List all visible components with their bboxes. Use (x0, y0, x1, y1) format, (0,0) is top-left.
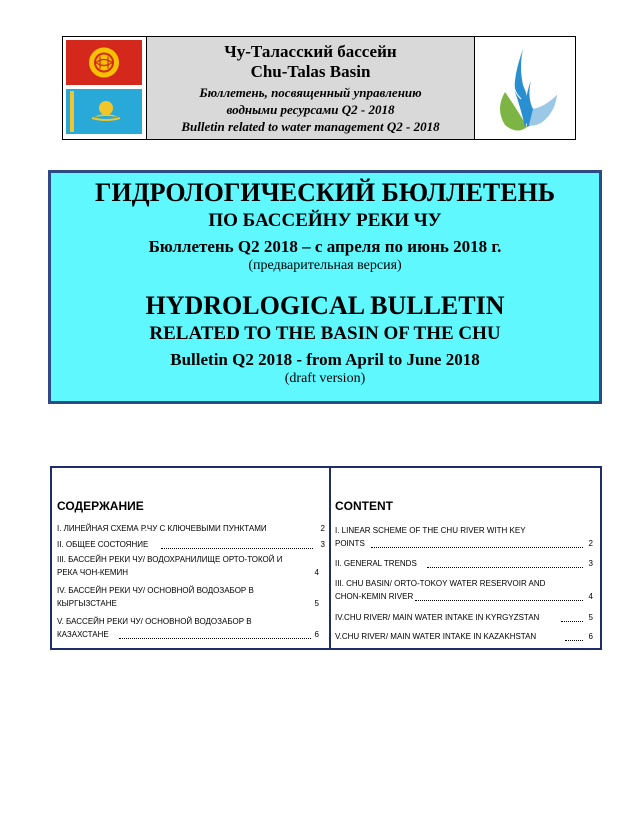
toc-item-ru[interactable] (57, 538, 325, 551)
toc-item-en[interactable] (335, 611, 597, 624)
bulletin-title-box (48, 170, 602, 404)
subtitle-ru: ПО БАССЕЙНУ РЕКИ ЧУ (208, 210, 442, 231)
toc-item-label-cont: РЕКА ЧОН-КЕМИН (57, 568, 129, 577)
toc-item-label: V. БАССЕЙН РЕКИ ЧУ/ ОСНОВНОЙ ВОДОЗАБОР В (57, 617, 252, 626)
toc-item-page: 3 (320, 540, 325, 549)
toc-item-ru[interactable] (57, 522, 325, 535)
toc-item-label: II. GENERAL TRENDS (335, 559, 417, 568)
toc-item-label-cont: CHON-KEMIN RIVER (335, 592, 414, 601)
header-subtitle-ru-2: водными ресурсами Q2 - 2018 (226, 102, 395, 117)
toc-column-divider (329, 468, 331, 648)
flags-cell (63, 37, 147, 139)
toc-item-page: 5 (314, 599, 319, 608)
toc-item-ru[interactable] (57, 584, 325, 610)
kyrgyzstan-flag-icon (66, 40, 142, 85)
table-of-contents (50, 466, 602, 650)
toc-item-label-cont: КЫРГЫЗСТАНЕ (57, 599, 117, 608)
toc-item-label: III. CHU BASIN/ ORTO-TOKOY WATER RESERVOIR AND (335, 579, 546, 588)
toc-item-label: III. БАССЕЙН РЕКИ ЧУ/ ВОДОХРАНИЛИЩЕ ОРТО-ТОКОЙ И (57, 555, 283, 564)
toc-item-label: II. ОБЩЕЕ СОСТОЯНИЕ (57, 540, 149, 549)
toc-item-page: 6 (588, 632, 593, 641)
toc-item-en[interactable] (335, 577, 597, 603)
toc-item-label: I. LINEAR SCHEME OF THE CHU RIVER WITH KEY (335, 526, 526, 535)
version-en: (draft version) (284, 371, 366, 386)
period-ru: Бюллетень Q2 2018 – с апреля по июнь 2018 г. (148, 237, 502, 256)
toc-item-label: I. ЛИНЕЙНАЯ СХЕМА Р.ЧУ С КЛЮЧЕВЫМИ ПУНКТАМИ (57, 524, 267, 533)
toc-item-page: 4 (314, 568, 319, 577)
toc-leader-dots (561, 621, 583, 622)
title-ru: ГИДРОЛОГИЧЕСКИЙ БЮЛЛЕТЕНЬ (94, 178, 556, 207)
toc-heading-en: CONTENT (335, 499, 393, 513)
toc-leader-dots (119, 638, 311, 639)
commission-logo-icon (475, 37, 575, 139)
toc-item-page: 4 (588, 592, 593, 601)
bulletin-header (62, 36, 576, 140)
toc-item-ru[interactable] (57, 615, 325, 641)
toc-item-page: 6 (314, 630, 319, 639)
toc-item-en[interactable] (335, 557, 597, 570)
toc-item-label-cont: КАЗАХСТАНЕ (57, 630, 109, 639)
toc-item-label: IV. БАССЕЙН РЕКИ ЧУ/ ОСНОВНОЙ ВОДОЗАБОР В (57, 586, 254, 595)
header-title-en: Chu-Talas Basin (250, 62, 371, 81)
header-subtitle-en: Bulletin related to water management Q2 - 2018 (181, 119, 440, 134)
toc-item-page: 2 (320, 524, 325, 533)
toc-leader-dots (565, 640, 583, 641)
toc-item-page: 3 (588, 559, 593, 568)
toc-leader-dots (371, 547, 583, 548)
toc-heading-ru: СОДЕРЖАНИЕ (57, 499, 144, 513)
toc-leader-dots (427, 567, 583, 568)
version-ru: (предварительная версия) (248, 258, 402, 273)
toc-leader-dots (415, 600, 583, 601)
toc-leader-dots (161, 548, 313, 549)
header-title-ru: Чу-Таласский бассейн (224, 42, 397, 61)
toc-item-ru[interactable] (57, 553, 325, 579)
header-subtitle-ru-1: Бюллетень, посвященный управлению (199, 85, 422, 100)
toc-item-page: 2 (588, 539, 593, 548)
toc-item-en[interactable] (335, 524, 597, 550)
title-en: HYDROLOGICAL BULLETIN (145, 291, 505, 320)
kazakhstan-flag-icon (66, 89, 142, 134)
header-title-cell (147, 37, 475, 139)
subtitle-en: RELATED TO THE BASIN OF THE CHU (149, 323, 501, 344)
toc-item-page: 5 (588, 613, 593, 622)
period-en: Bulletin Q2 2018 - from April to June 2018 (170, 350, 480, 369)
toc-item-label: V.CHU RIVER/ MAIN WATER INTAKE IN KAZAKHSTAN (335, 632, 537, 641)
toc-item-label: IV.CHU RIVER/ MAIN WATER INTAKE IN KYRGYZSTAN (335, 613, 540, 622)
toc-item-label-cont: POINTS (335, 539, 365, 548)
toc-item-en[interactable] (335, 630, 597, 643)
